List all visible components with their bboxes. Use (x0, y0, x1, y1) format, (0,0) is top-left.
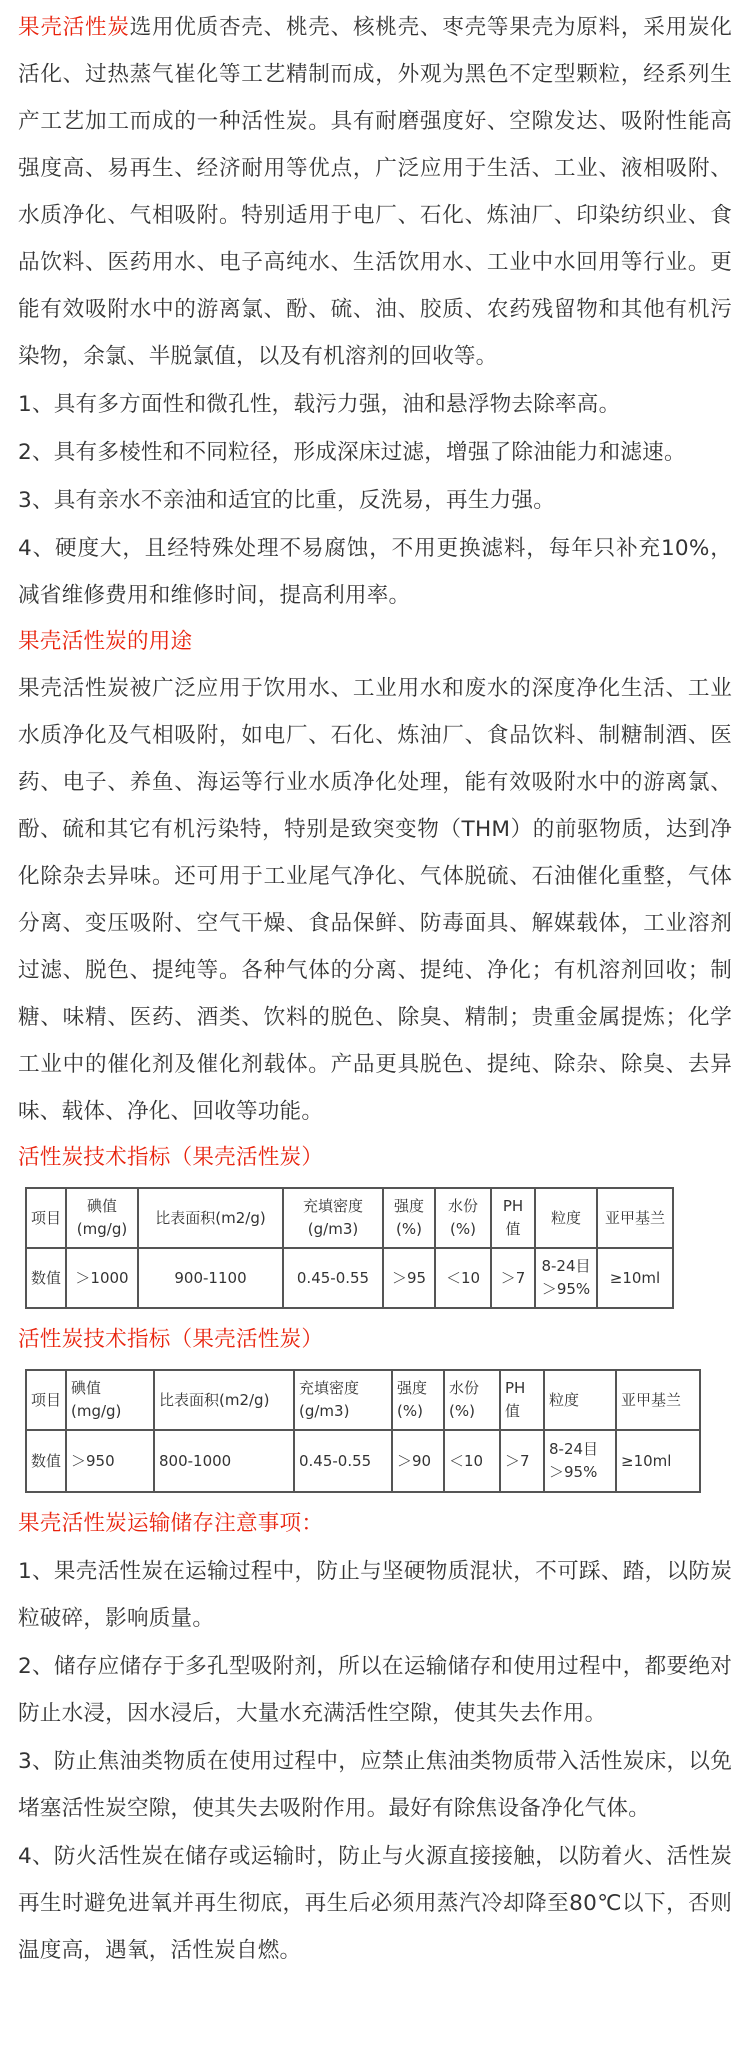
table-row (26, 1430, 700, 1492)
table-cell: PH值 (491, 1188, 535, 1248)
table-cell: ≥10ml (597, 1248, 673, 1308)
table-cell: ＜10 (435, 1248, 491, 1308)
table-cell: 800-1000 (154, 1430, 294, 1492)
table-cell: ＜10 (444, 1430, 500, 1492)
table-cell: ＞7 (491, 1248, 535, 1308)
table-cell: 亚甲基兰 (616, 1370, 700, 1430)
table-cell: ＞950 (66, 1430, 154, 1492)
storage-item: 1、果壳活性炭在运输过程中，防止与坚硬物质混状，不可踩、踏，以防炭粒破碎，影响质量。 (18, 1559, 732, 1631)
table-cell: 强度(%) (392, 1370, 444, 1430)
table-cell: 亚甲基兰 (597, 1188, 673, 1248)
table-cell: 8-24目＞95% (544, 1430, 616, 1492)
table-cell: 强度(%) (383, 1188, 435, 1248)
table-cell: 碘值(mg/g) (66, 1370, 154, 1430)
table-row (26, 1248, 673, 1308)
table-cell: ＞90 (392, 1430, 444, 1492)
table-cell: PH值 (500, 1370, 544, 1430)
table-cell: 水份(%) (444, 1370, 500, 1430)
table-cell: 0.45-0.55 (283, 1248, 383, 1308)
table-cell: 碘值(mg/g) (66, 1188, 138, 1248)
table-cell: 900-1100 (138, 1248, 283, 1308)
feature-item: 3、具有亲水不亲油和适宜的比重，反洗易，再生力强。 (18, 488, 555, 513)
table-cell: 水份(%) (435, 1188, 491, 1248)
table-cell: 充填密度(g/m3) (283, 1188, 383, 1248)
storage-item: 4、防火活性炭在储存或运输时，防止与火源直接接触，以防着火、活性炭再生时避免进氧并再生彻底，再生后必须用蒸汽冷却降至80℃以下，否则温度高，遇氧，活性炭自燃。 (18, 1844, 732, 1963)
intro-paragraph (18, 4, 732, 380)
table-cell: 项目 (26, 1370, 66, 1430)
table-header-row (26, 1188, 673, 1248)
table-cell: 数值 (26, 1430, 66, 1492)
spec-heading-2: 活性炭技术指标（果壳活性炭） (18, 1327, 324, 1352)
table-cell: 粒度 (544, 1370, 616, 1430)
table-cell: 充填密度(g/m3) (294, 1370, 392, 1430)
table-cell: ＞1000 (66, 1248, 138, 1308)
table-header-row (26, 1370, 700, 1430)
table-cell: ≥10ml (616, 1430, 700, 1492)
table-cell: 项目 (26, 1188, 66, 1248)
spec-heading-1: 活性炭技术指标（果壳活性炭） (18, 1145, 324, 1170)
table-cell: 0.45-0.55 (294, 1430, 392, 1492)
usage-paragraph: 果壳活性炭被广泛应用于饮用水、工业用水和废水的深度净化生活、工业水质净化及气相吸附，如电厂、石化、炼油厂、食品饮料、制糖制酒、医药、电子、养鱼、海运等行业水质净化处理，能有效吸附水中的游离氯、酚、硫和其它有机污染特，特别是致突变物（THM）的前驱物质，达到净化除杂去异味。还可用于工业尾气净化、气体脱硫、石油催化重整，气体分离、变压吸附、空气干燥、食品保鲜、防毒面具、解媒载体，工业溶剂过滤、脱色、提纯等。各种气体的分离、提纯、净化；有机溶剂回收；制糖、味精、医药、酒类、饮料的脱色、除臭、精制；贵重金属提炼；化学工业中的催化剂及催化剂载体。产品更具脱色、提纯、除杂、除臭、去异味、载体、净化、回收等功能。 (18, 676, 732, 1124)
table-cell: 粒度 (535, 1188, 597, 1248)
intro-text: 选用优质杏壳、桃壳、核桃壳、枣壳等果壳为原料，采用炭化活化、过热蒸气崔化等工艺精制而成，外观为黑色不定型颗粒，经系列生产工艺加工而成的一种活性炭。具有耐磨强度好、空隙发达、吸附性能高强度高、易再生、经济耐用等优点，广泛应用于生活、工业、液相吸附、水质净化、气相吸附。特别适用于电厂、石化、炼油厂、印染纺织业、食品饮料、医药用水、电子高纯水、生活饮用水、工业中水回用等行业。更能有效吸附水中的游离氯、酚、硫、油、胶质、农药残留物和其他有机污染物，余氯、半脱氯值，以及有机溶剂的回收等。 (18, 15, 732, 369)
storage-heading: 果壳活性炭运输储存注意事项： (18, 1511, 324, 1536)
feature-item: 4、硬度大，且经特殊处理不易腐蚀，不用更换滤料，每年只补充10%，减省维修费用和维修时间，提高利用率。 (18, 536, 732, 608)
table-cell: ＞7 (500, 1430, 544, 1492)
storage-item: 2、储存应储存于多孔型吸附剂，所以在运输储存和使用过程中，都要绝对防止水浸，因水浸后，大量水充满活性空隙，使其失去作用。 (18, 1654, 732, 1726)
table-cell: 数值 (26, 1248, 66, 1308)
table-cell: ＞95 (383, 1248, 435, 1308)
table-cell: 比表面积(m2/g) (154, 1370, 294, 1430)
table-cell: 8-24目＞95% (535, 1248, 597, 1308)
storage-item: 3、防止焦油类物质在使用过程中，应禁止焦油类物质带入活性炭床，以免堵塞活性炭空隙，使其失去吸附作用。最好有除焦设备净化气体。 (18, 1749, 732, 1821)
table-cell: 比表面积(m2/g) (138, 1188, 283, 1248)
spec-table-2 (25, 1369, 701, 1493)
usage-heading: 果壳活性炭的用途 (18, 629, 193, 654)
feature-item: 1、具有多方面性和微孔性，载污力强，油和悬浮物去除率高。 (18, 392, 621, 417)
intro-lead: 果壳活性炭 (18, 15, 130, 40)
spec-table-1 (25, 1187, 674, 1309)
feature-item: 2、具有多棱性和不同粒径，形成深床过滤，增强了除油能力和滤速。 (18, 440, 686, 465)
